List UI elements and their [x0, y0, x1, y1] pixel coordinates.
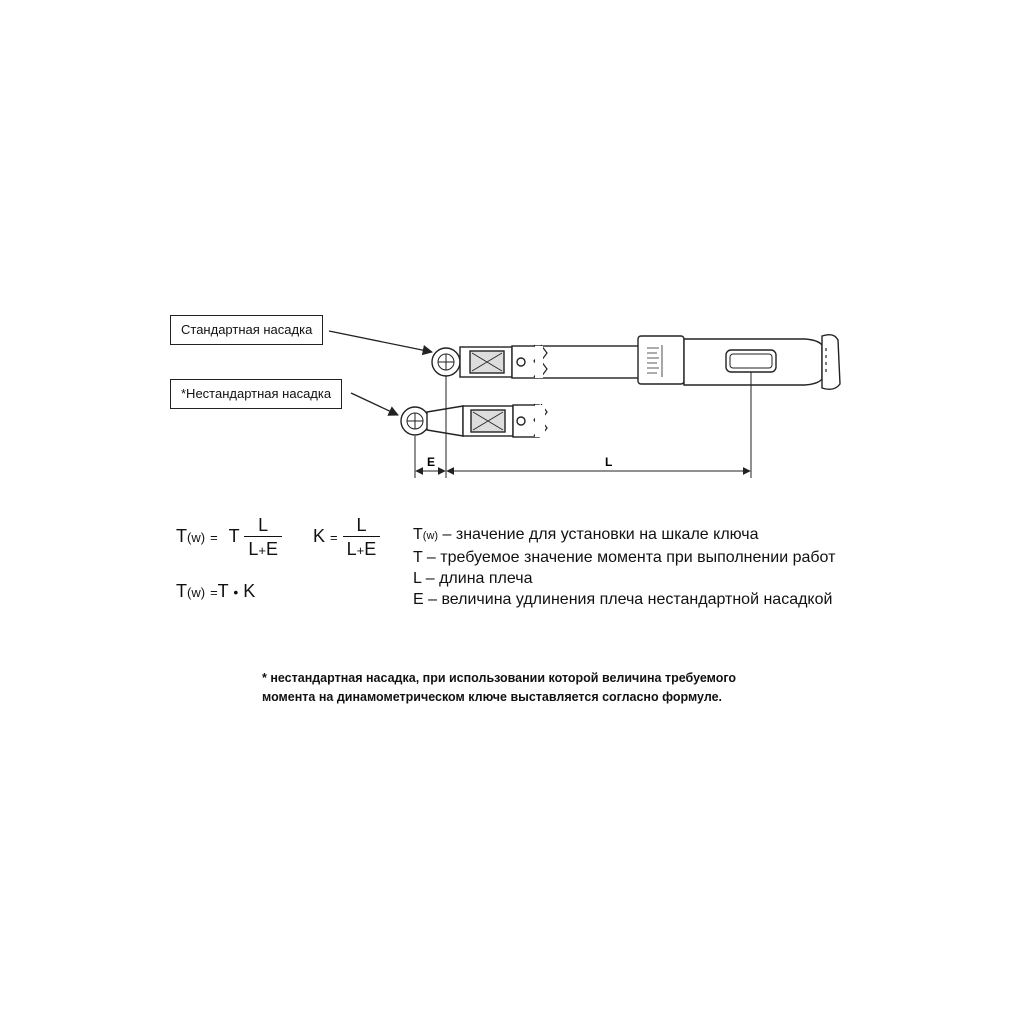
nonstandard-leader-line	[351, 393, 398, 415]
legend-tw: T(w) – значение для установки на шкале ключа	[413, 526, 759, 543]
nonstandard-wrench	[401, 404, 547, 437]
formula-tw-k	[176, 582, 255, 600]
formula3-tw-sub: (w)	[187, 585, 206, 600]
legend-t: T – требуемое значение момента при выполнении работ	[413, 549, 836, 566]
nonstandard-attachment-label: *Нестандартная насадка	[181, 386, 332, 401]
fraction-denominator: L+E	[244, 536, 282, 558]
standard-attachment-label: Стандартная насадка	[181, 322, 313, 337]
formula-tw-sub: (w)	[187, 529, 206, 545]
formula-k-symbol: K	[313, 525, 326, 546]
scale-sleeve	[638, 336, 684, 384]
fraction-numerator: L	[258, 515, 269, 535]
k-fraction-denominator: L+E	[343, 536, 381, 558]
standard-bar	[512, 346, 640, 378]
formula3-t-symbol: T	[217, 581, 229, 601]
footnote-line-2: момента на динамометрическом ключе выставляется согласно формуле.	[262, 690, 723, 704]
legend-e: E – величина удлинения плеча нестандартной насадкой	[413, 591, 833, 608]
standard-leader-line	[329, 331, 432, 352]
formula-tw-symbol: T	[176, 525, 187, 546]
formula-t-symbol: T	[228, 525, 240, 546]
formula-k-fraction	[343, 516, 381, 558]
legend-l: L – длина плеча	[413, 570, 533, 587]
standard-attachment-callout	[170, 315, 323, 345]
formula-fraction	[244, 516, 282, 558]
dimension-e-label: E	[427, 455, 436, 469]
formula-k	[313, 516, 380, 558]
standard-wrench	[432, 335, 840, 390]
nonstandard-attachment-callout	[170, 379, 342, 409]
formula3-k-symbol: K	[243, 581, 256, 601]
formula-legend	[413, 524, 835, 610]
formula3-tw-symbol: T	[176, 581, 187, 601]
dimension-l-label: L	[605, 455, 613, 469]
formula3-equals: =	[210, 585, 218, 600]
footnote	[262, 669, 736, 707]
formula3-dot: •	[233, 584, 239, 600]
k-fraction-numerator: L	[356, 515, 367, 535]
extension-arm	[427, 406, 463, 436]
formula-equals: =	[210, 529, 218, 545]
formula-k-equals: =	[330, 529, 338, 545]
handle-end-cap	[822, 335, 840, 390]
footnote-line-1: * нестандартная насадка, при использовании которой величина требуемого	[262, 671, 737, 685]
formula-tw-fraction	[176, 516, 282, 558]
